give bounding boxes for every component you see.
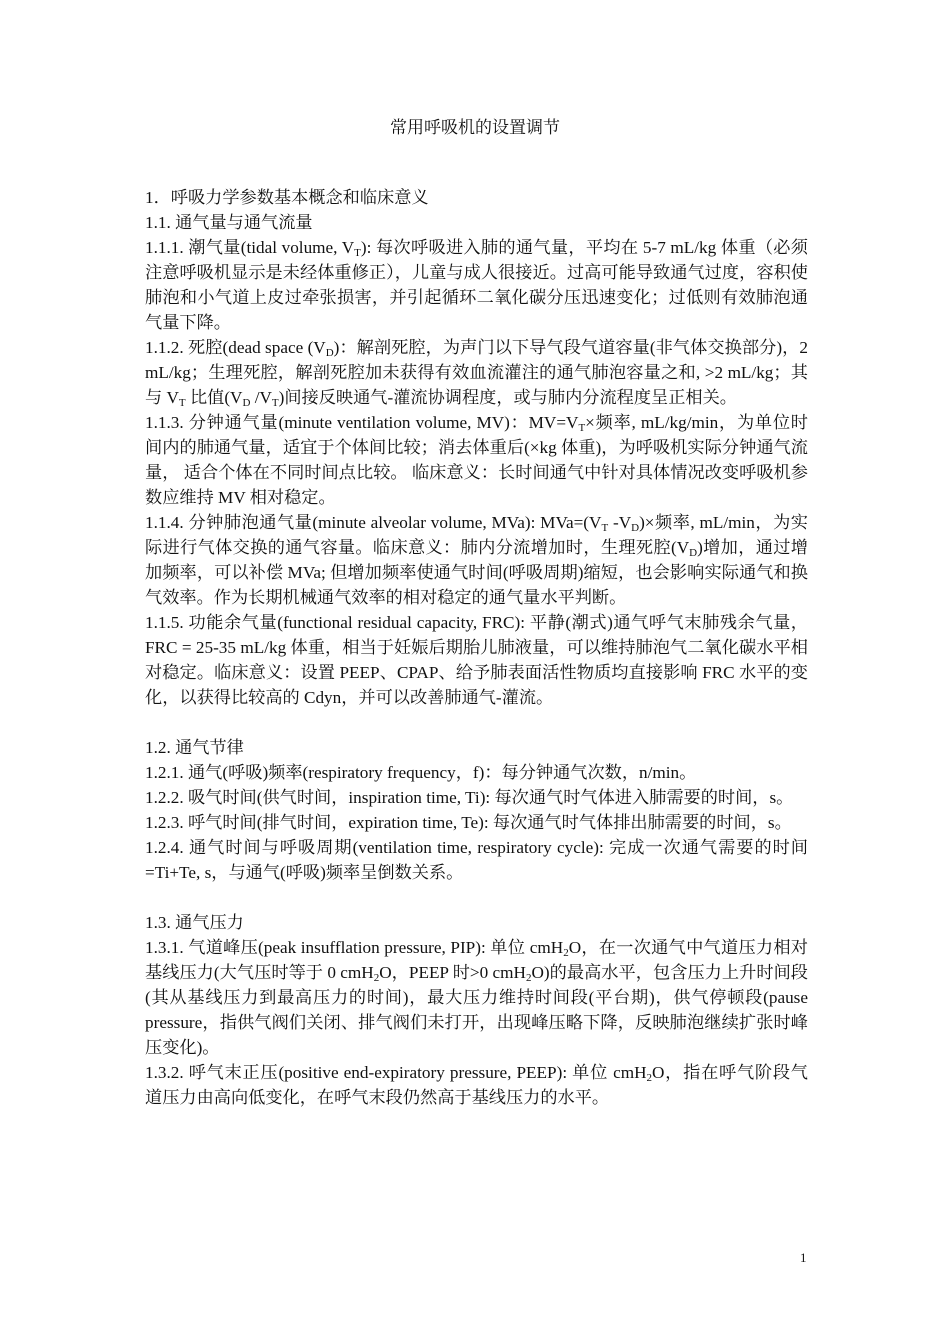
paragraph-gap xyxy=(145,885,808,910)
paragraph-respiratory-frequency: 1.2.1. 通气(呼吸)频率(respiratory frequency，f)：每分钟通气次数，n/min。 xyxy=(145,763,697,782)
paragraph-minute-ventilation: 1.1.3. 分钟通气量(minute ventilation volume, MV)：$MV=V_T\times$频率, mL/kg/min，为单位时间内的肺通气量，适宜于个体间比较；消去体重后(×kg 体重)，为呼吸机实际分钟通气流量， 适合个体在不同时间点比较。 临床意义：长时间通气中针对具体情况改变呼吸机参数应维持 MV 相对稳定。 xyxy=(145,413,808,507)
paragraph-tidal-volume: 1.1.1. 潮气量(tidal volume, $V_T$): 每次呼吸进入肺的通气量，平均在 5-7 mL/kg 体重（必须注意呼吸机显示是未经体重修正），儿童与成人很接近。过高可能导致通气过度，容积使肺泡和小气道上皮过牵张损害，并引起循环二氧化碳分压迅速变化；过低则有效肺泡通气量下降。 xyxy=(145,238,808,332)
paragraph-expiration-time: 1.2.3. 呼气时间(排气时间，expiration time, Te): 每次通气时气体排出肺需要的时间，s。 xyxy=(145,813,792,832)
subsection-heading: 1.3. 通气压力 xyxy=(145,913,244,932)
document-title: 常用呼吸机的设置调节 xyxy=(390,118,560,137)
paragraph-inspiration-time: 1.2.2. 吸气时间(供气时间，inspiration time, Ti): 每次通气时气体进入肺需要的时间，s。 xyxy=(145,788,794,807)
paragraph-alveolar-volume: 1.1.4. 分钟肺泡通气量(minute alveolar volume, MVa): $MVa=(V_T$ $-V_D)\times$频率, mL/min，为实际进行气体交换的通气容量。临床意义：肺内分流增加时，生理死腔$(V_D)$增加，通过增加频率，可以补偿 MVa; 但增加频率使通气时间(呼吸周期)缩短，也会影响实际通气和换气效率。作为长期机械通气效率的相对稳定的通气量水平判断。 xyxy=(145,513,808,607)
section-heading: 1．呼吸力学参数基本概念和临床意义 xyxy=(145,188,429,207)
document-body xyxy=(145,185,808,1110)
paragraph-gap xyxy=(145,710,808,735)
paragraph-frc: 1.1.5. 功能余气量(functional residual capacity, FRC): 平静(潮式)通气呼气末肺残余气量，FRC = 25-35 mL/kg 体重，相当于妊娠后期胎儿肺液量，可以维持肺泡气二氧化碳水平相对稳定。临床意义：设置 PEEP、CPAP、给予肺表面活性物质均直接影响 FRC 水平的变化，以获得比较高的 Cdyn，并可以改善肺通气-灌流。 xyxy=(145,613,808,707)
paragraph-pip: 1.3.1. 气道峰压(peak insufflation pressure, PIP): 单位 cmH$_2$O，在一次通气中气道压力相对基线压力(大气压时等于 0 cmH$_2$O，PEEP 时>0 cmH$_2$O)的最高水平，包含压力上升时间段(其从基线压力到最高压力的时间)，最大压力维持时间段(平台期)，供气停顿段(pause pressure，指供气阀们关闭、排气阀们未打开，出现峰压略下降，反映肺泡继续扩张时峰压变化)。 xyxy=(145,938,808,1057)
paragraph-peep: 1.3.2. 呼气末正压(positive end-expiratory pressure, PEEP): 单位 cmH$_2$O，指在呼气阶段气道压力由高向低变化，在呼气末段仍然高于基线压力的水平。 xyxy=(145,1063,808,1107)
page-number: 1 xyxy=(800,1250,807,1265)
subsection-heading: 1.1. 通气量与通气流量 xyxy=(145,213,313,232)
paragraph-respiratory-cycle: 1.2.4. 通气时间与呼吸周期(ventilation time, respiratory cycle): 完成一次通气需要的时间=Ti+Te, s，与通气(呼吸)频率呈倒数关系。 xyxy=(145,838,808,882)
paragraph-dead-space: 1.1.2. 死腔(dead space $(V_D)$：解剖死腔，为声门以下导气段气道容量(非气体交换部分)，2 mL/kg；生理死腔，解剖死腔加未获得有效血流灌注的通气肺泡容量之和, >2 mL/kg；其与 $V_T$ 比值($V_D$ $/V_T$)间接反映通气-灌流协调程度，或与肺内分流程度呈正相关。 xyxy=(145,338,808,409)
subsection-heading: 1.2. 通气节律 xyxy=(145,738,244,757)
